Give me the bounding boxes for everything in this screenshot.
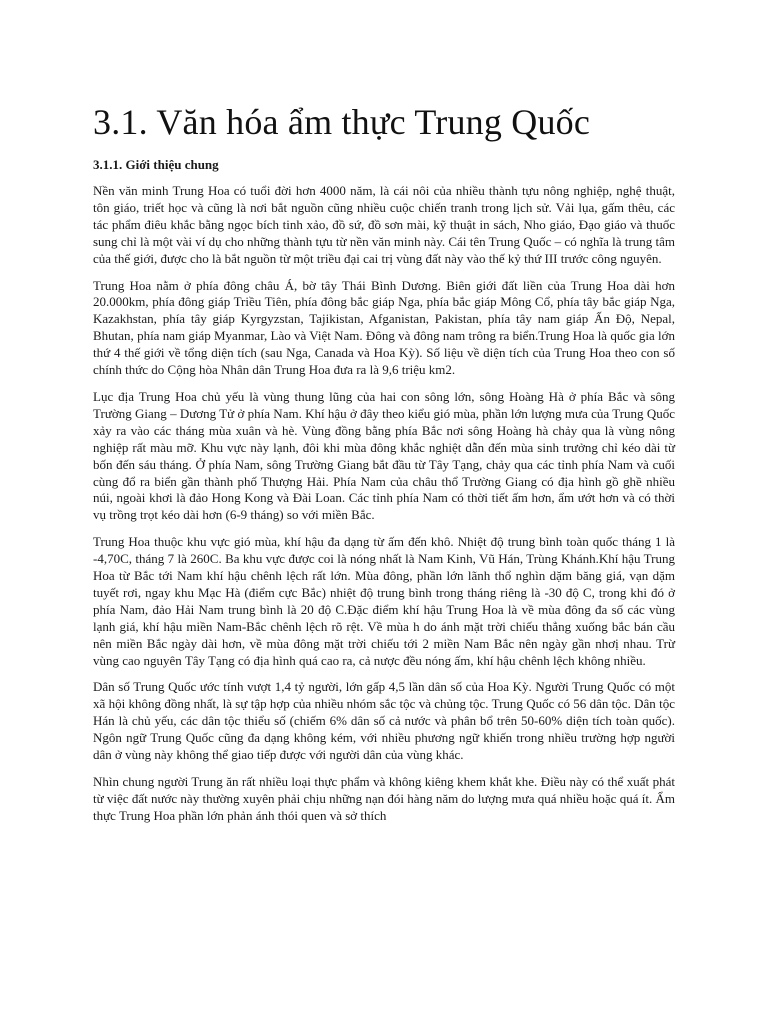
document-page — [93, 100, 675, 835]
paragraph-4: Trung Hoa thuộc khu vực gió mùa, khí hậu đa dạng từ ấm đến khô. Nhiệt độ trung bình toàn quốc tháng 1 là -4,70C, tháng 7 là 260C. Ba khu vực được coi là nóng nhất là Nam Kinh, Vũ Hán, Trùng Khánh.Khí hậu Trung Hoa từ Bắc tới Nam khí hậu chênh lệch rất lớn. Mùa đông, phần lớn lãnh thổ nghìn dặm băng giá, vạn dặm tuyết rơi, ngay khu Mạc Hà (điểm cực Bắc) nhiệt độ trung bình trong tháng riêng là -30 độ C, trong khi đó ở phía Nam, đảo Hải Nam trung bình là 20 độ C.Đặc điểm khí hậu Trung Hoa là về mùa đông đa số các vùng lạnh giá, khí hậu miền Nam-Bắc chênh lệch rõ rệt. Về mùa h do ánh mặt trời chiếu thẳng xuống bắc bán cầu nên miền Bắc ngày dài hơn, về mùa đông mặt trời chiếu tới 2 miền Nam Bắc nên ngày gần nhơị nhau. Trừ vùng cao nguyên Tây Tạng có địa hình quá cao ra, cả nược đều nóng ấm, khí hậu chênh lệch không nhiều. — [93, 534, 675, 668]
section-subheading: 3.1.1. Giới thiệu chung — [93, 157, 219, 172]
paragraph-6: Nhìn chung người Trung ăn rất nhiều loại thực phẩm và không kiêng khem khắt khe. Điều này có thể xuất phát từ việc đất nước này thường xuyên phải chịu những nạn đói hàng năm do lượng mưa quá nhiều hoặc quá ít. Ẩm thực Trung Hoa phần lớn phản ánh thói quen và sở thích — [93, 774, 675, 823]
paragraph-3: Lục địa Trung Hoa chủ yếu là vùng thung lũng của hai con sông lớn, sông Hoàng Hà ở phía Bắc và sông Trường Giang – Dương Tử ở phía Nam. Khí hậu ở đây theo kiểu gió mùa, phần lớn lượng mưa của Trung Quốc xảy ra vào các tháng mùa xuân và hè. Vùng đồng bằng phía Bắc nơi sông Hoàng hà chảy qua là vùng nông nghiệp rất màu mỡ. Khu vực này lạnh, đôi khi mùa đông khắc nghiệt dẫn đến mùa sinh trưởng chỉ kéo dài từ bốn đến sáu tháng. Ở phía Nam, sông Trường Giang bắt đầu từ Tây Tạng, chảy qua các tỉnh phía Nam và cuối cùng đổ ra biển gần thành phố Thượng Hải. Phía Nam của châu thổ Trường Giang có địa hình gồ ghề nhiều núi, ngoài khơi là đảo Hong Kong và Đài Loan. Các tỉnh phía Nam có thời tiết ấm hơn, ẩm ướt hơn và có thời vụ trồng trọt kéo dài hơn (6-9 tháng) so với miền Bắc. — [93, 388, 675, 523]
page-title: 3.1. Văn hóa ẩm thực Trung Quốc — [93, 102, 591, 142]
paragraph-2: Trung Hoa nằm ở phía đông châu Á, bờ tây Thái Bình Dương. Biên giới đất liền của Trung Hoa dài hơn 20.000km, phía đông giáp Triều Tiên, phía đông bắc giáp Nga, phía bắc giáp Mông Cổ, phía tây bắc giáp Nga, Kazakhstan, phía tây giáp Kyrgyzstan, Tajikistan, Afganistan, Pakistan, phía tây nam giáp Ấn Độ, Nepal, Bhutan, phía nam giáp Myanmar, Lào và Việt Nam. Đông và đông nam trông ra biển.Trung Hoa là quốc gia lớn thứ 4 thế giới về tổng diện tích (sau Nga, Canada và Hoa Kỳ). Số liệu về diện tích của Trung Hoa theo con số chính thức do Cộng hòa Nhân dân Trung Hoa đưa ra là 9,6 triệu km2. — [93, 277, 675, 378]
paragraph-1: Nền văn minh Trung Hoa có tuổi đời hơn 4000 năm, là cái nôi của nhiều thành tựu nông nghiệp, nghệ thuật, tôn giáo, triết học và cũng là nơi bắt nguồn cũng nhiều cuộc chiến tranh trong lịch sử. Vải lụa, gấm thêu, các tác phẩm điêu khắc bằng ngọc bích tinh xảo, đồ sứ, đồ sơn mài, kỹ thuật in sách, Nho giáo, Đạo giáo và thuốc sung chỉ là một vài ví dụ cho những thành tựu từ nền văn minh này. Cái tên Trung Quốc – có nghĩa là trung tâm của thế giới, được cho là bắt nguồn từ một triều đại cai trị vùng đất này vào thế kỷ thứ III trước công nguyên. — [93, 183, 675, 266]
paragraph-5: Dân số Trung Quốc ước tính vượt 1,4 tỷ người, lớn gấp 4,5 lần dân số của Hoa Kỳ. Người Trung Quốc có một xã hội không đồng nhất, là sự tập hợp của nhiều nhóm sắc tộc và chủng tộc. Trung Quốc có 56 dân tộc. Dân tộc Hán là chủ yếu, các dân tộc thiểu số (chiếm 6% dân số cả nước và phân bổ trên 50-60% diện tích toàn quốc). Ngôn ngữ Trung Quốc cũng đa dạng không kém, với nhiều phương ngữ khiến trong nhiều trường hợp người dân ở vùng này không thể giao tiếp được với người dân của vùng khác. — [93, 679, 675, 763]
